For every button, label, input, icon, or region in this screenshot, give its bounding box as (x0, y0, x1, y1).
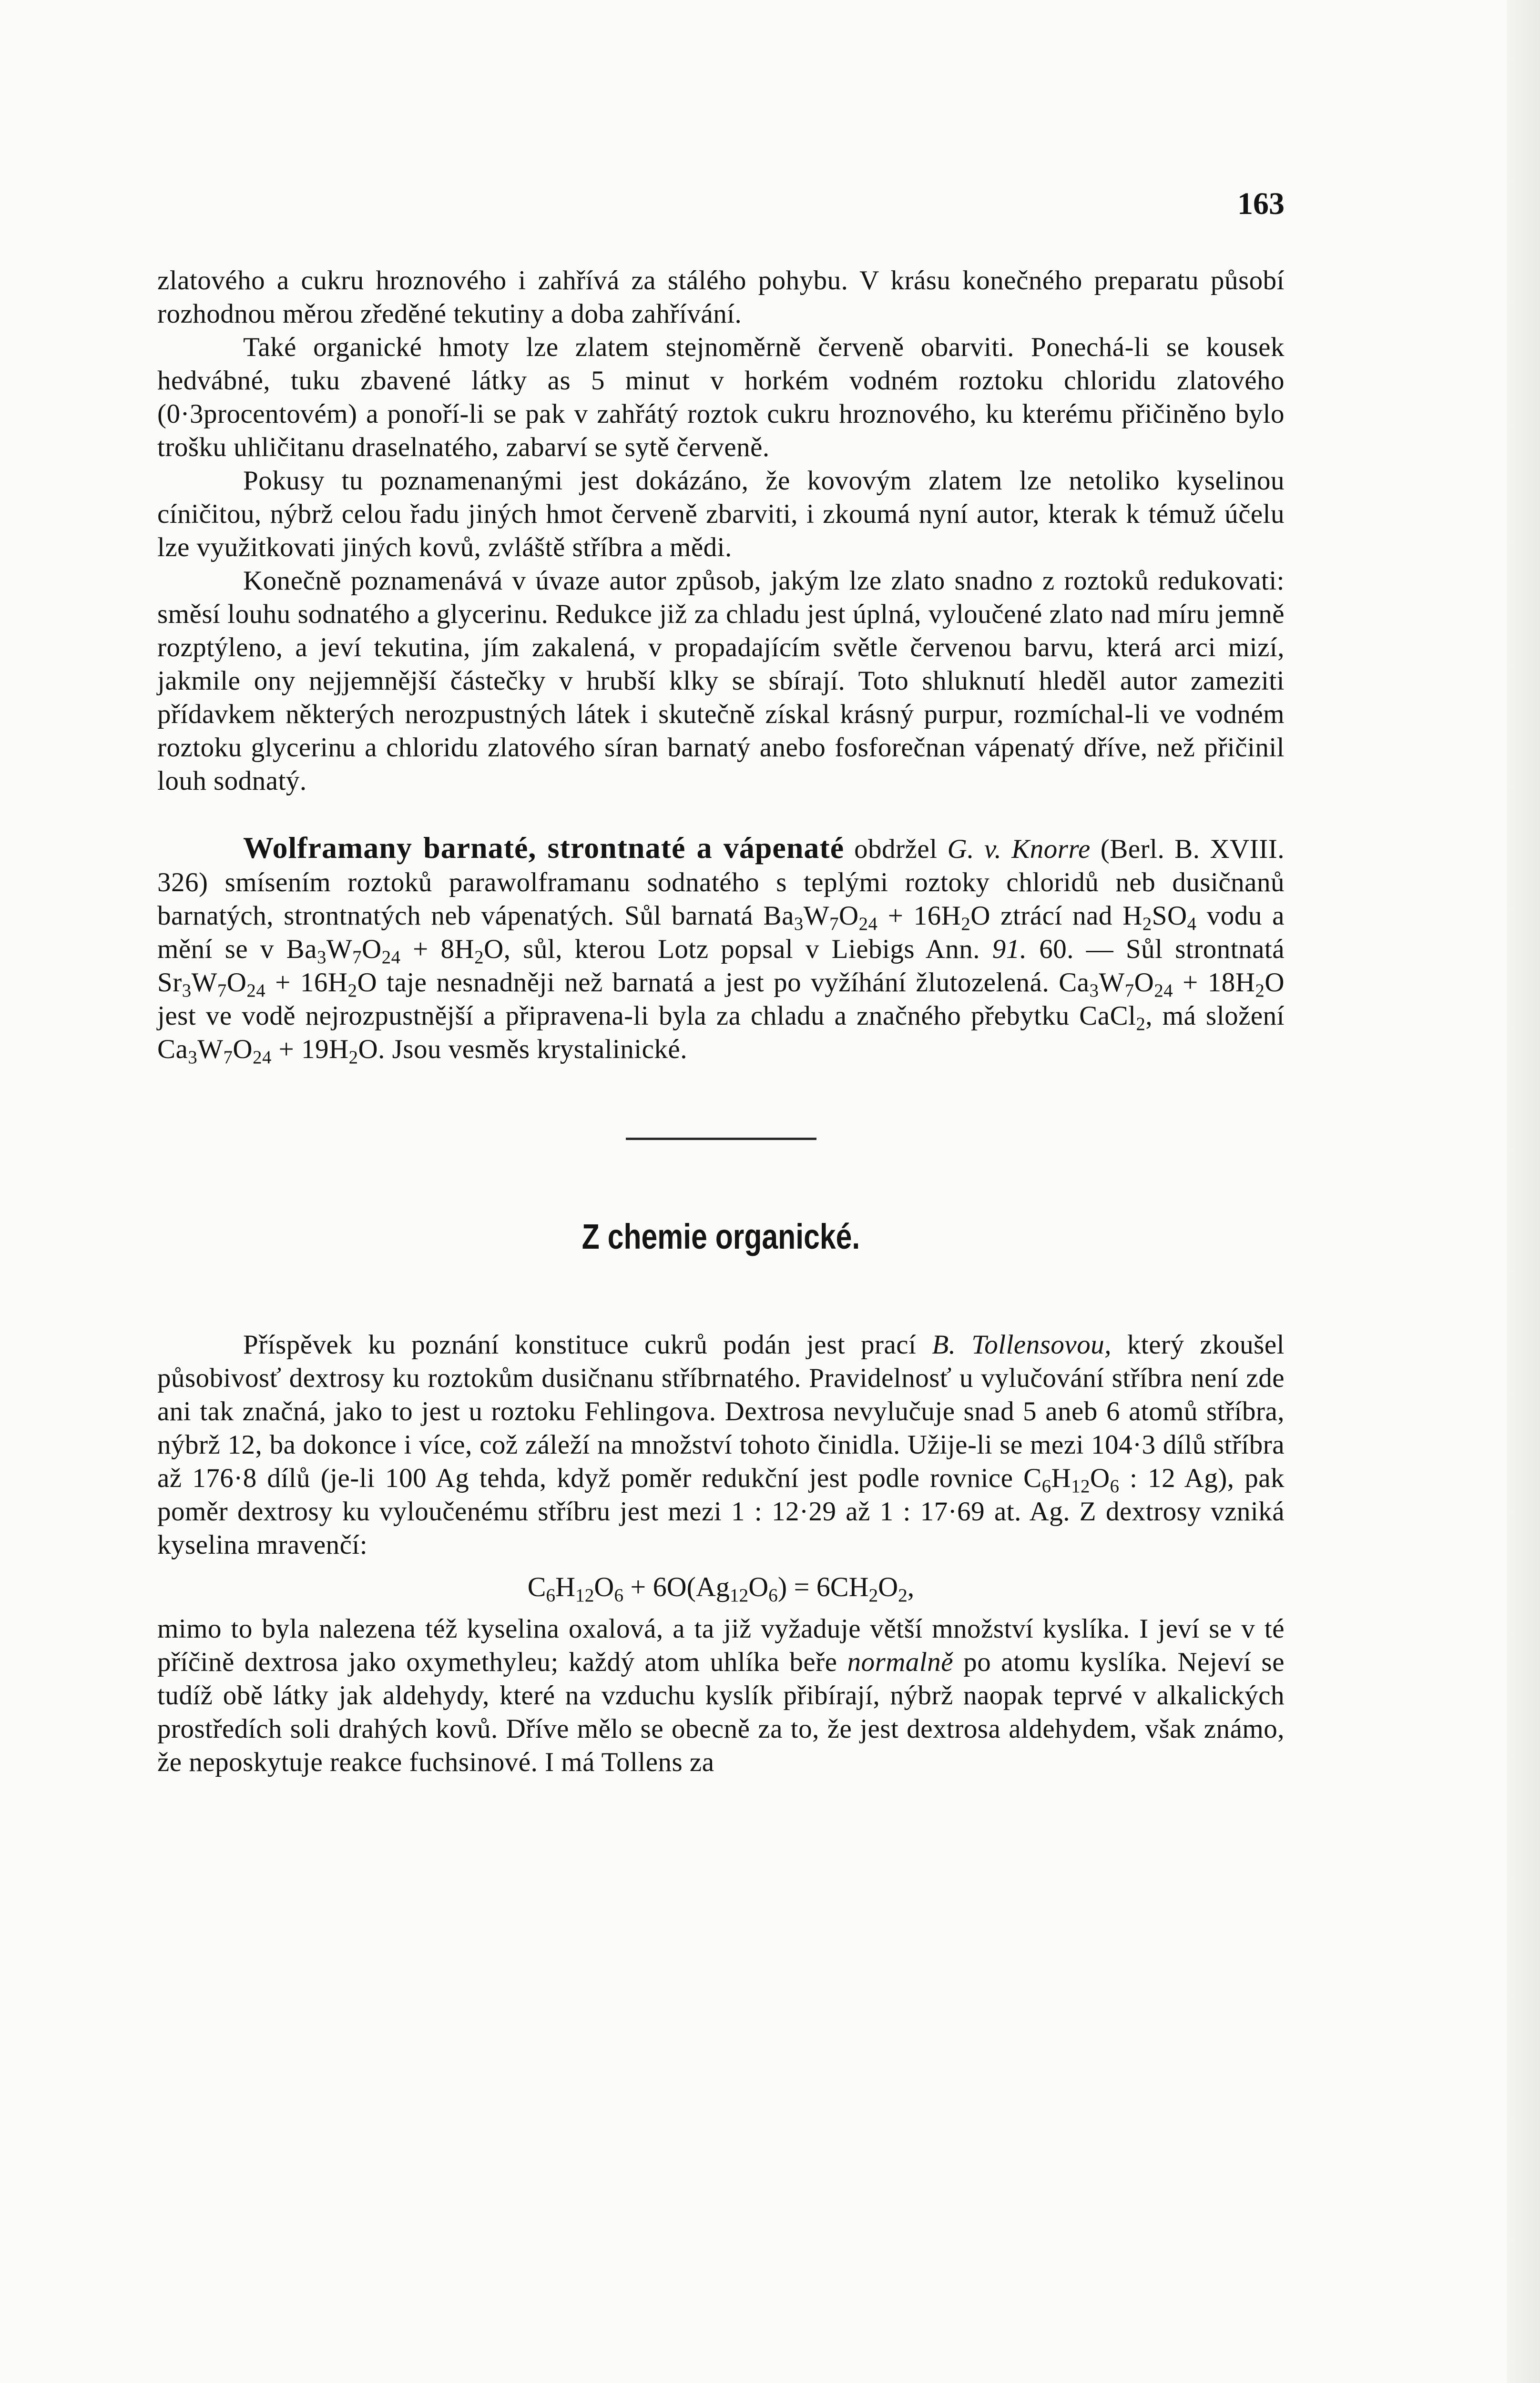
paragraph-organic-dyeing: Také organické hmoty lze zlatem stejnoměrně červeně obarviti. Ponechá-li se kousek hedvábné, tuku zbavené látky as 5 minut v horkém vodném roztoku chloridu zlatového (0·3procentovém) a ponoří-li se pak v zahřátý roztok cukru hroznového, ku kterému přičiněno bylo trošku uhličitanu draselnatého, zabarví se sytě červeně. (157, 332, 1285, 462)
author-knorre: G. v. Knorre (947, 834, 1091, 864)
paragraph-gold-sugar: zlatového a cukru hroznového i zahřívá za stálého pohybu. V krásu konečného preparatu působí rozhodnou měrou zředěné tekutiny a doba zahřívání. (157, 265, 1285, 329)
tungstates-heading: Wolframany barnaté, strontnaté a vápenaté (243, 831, 845, 865)
scan-edge (1507, 0, 1540, 2383)
paragraph-tungstates: Wolframany barnaté, strontnaté a vápenaté obdržel G. v. Knorre (Berl. B. XVIII. 326) smísením roztoků parawolframanu sodnatého s teplými roztoky chloridů neb dusičnanů barnatých, strontnatých neb vápenatých. Sůl barnatá $Ba_3W_7O_{24} + 16H_2O$ ztrácí nad $H_2SO_4$ vodu a mění se v $Ba_3W_7O_{24} + 8H_2O$, sůl, kterou Lotz popsal v Liebigs Ann. 91. 60. — Sůl strontnatá $Sr_3W_7O_{24} + 16H_2O$ taje nesnadněji než barnatá a jest po vyžíhání žlutozelená. $Ca_3W_7O_{24} + 18H_2O$ jest ve vodě nejrozpustnější a připravena-li byla za chladu a značného přebytku CaCl$_2$, má složení $Ca_3W_7O_{24} + 19H_2O$. Jsou vesměs krystalinické. (157, 831, 1285, 1068)
page (157, 186, 1285, 1779)
reaction-formula: $C_6H_{12}O_6 + 6O(Ag_{12}O_6) = 6CH_2O_2$, (527, 1571, 915, 1606)
author-tollens: B. Tollensovou, (932, 1330, 1112, 1360)
paragraph-oxalic: mimo to byla nalezena též kyselina oxalová, a ta již vyžaduje větší množství kyslíka. I jeví se v té příčině dextrosa jako oxymethyleu; každý atom uhlíka beře normalně po atomu kyslíka. Nejeví se tudíž obě látky jak aldehydy, které na vzduchu kyslík přibírají, nýbrž naopak teprvé v alkalických prostředích soli drahých kovů. Dříve mělo se obecně za to, že jest dextrosa aldehydem, však známo, že neposkytuje reakce fuchsinové. I má Tollens za (157, 1614, 1285, 1777)
paragraph-experiments: Pokusy tu poznamenanými jest dokázáno, že kovovým zlatem lze netoliko kyselinou cíničitou, nýbrž celou řadu jiných hmot červeně zbarviti, i zkoumá nyní autor, kterak k témuž účelu lze využitkovati jiných kovů, zvláště stříbra a mědi. (157, 466, 1285, 562)
paragraph-reduction: Konečně poznamenává v úvaze autor způsob, jakým lze zlato snadno z roztoků redukovati: směsí louhu sodnatého a glycerinu. Redukce již za chladu jest úplná, vyloučené zlato nad míru jemně rozptýleno, a jeví tekutina, jím zakalená, v propadajícím světle červenou barvu, která arci mizí, jakmile ony nejjemnější částečky v hrubší klky se sbírají. Toto shluknutí hleděl autor zameziti přídavkem některých nerozpustných látek i skutečně získal krásný purpur, rozmíchal-li ve vodném roztoku glycerinu a chloridu zlatového síran barnatý anebo fosforečnan vápenatý dříve, než přičinil louh sodnatý. (157, 566, 1285, 796)
section-divider (626, 1138, 816, 1140)
paragraph-tollens: Příspěvek ku poznání konstituce cukrů podán jest prací B. Tollensovou, který zkoušel působivosť dextrosy ku roztokům dusičnanu stříbrnatého. Pravidelnosť u vylučování stříbra není zde ani tak značná, jako to jest u roztoku Fehlingova. Dextrosa nevylučuje snad 5 aneb 6 atomů stříbra, nýbrž 12, ba dokonce i více, což záleží na množství tohoto činidla. Užije-li se mezi 104·3 dílů stříbra až 176·8 dílů (je-li 100 Ag tehda, když poměr redukční jest podle rovnice $C_6H_{12}O_6$ : 12 Ag), pak poměr dextrosy ku vyloučenému stříbru jest mezi 1 : 12·29 až 1 : 17·69 at. Ag. Z dextrosy vzniká kyselina mravenčí: (157, 1330, 1285, 1560)
chapter-title: Z chemie organické. (581, 1217, 860, 1256)
emphasis-normalne: normalně (847, 1647, 954, 1677)
volume-number: 91. (992, 934, 1027, 964)
section-gap (157, 798, 1285, 831)
page-number: 163 (1237, 186, 1285, 221)
